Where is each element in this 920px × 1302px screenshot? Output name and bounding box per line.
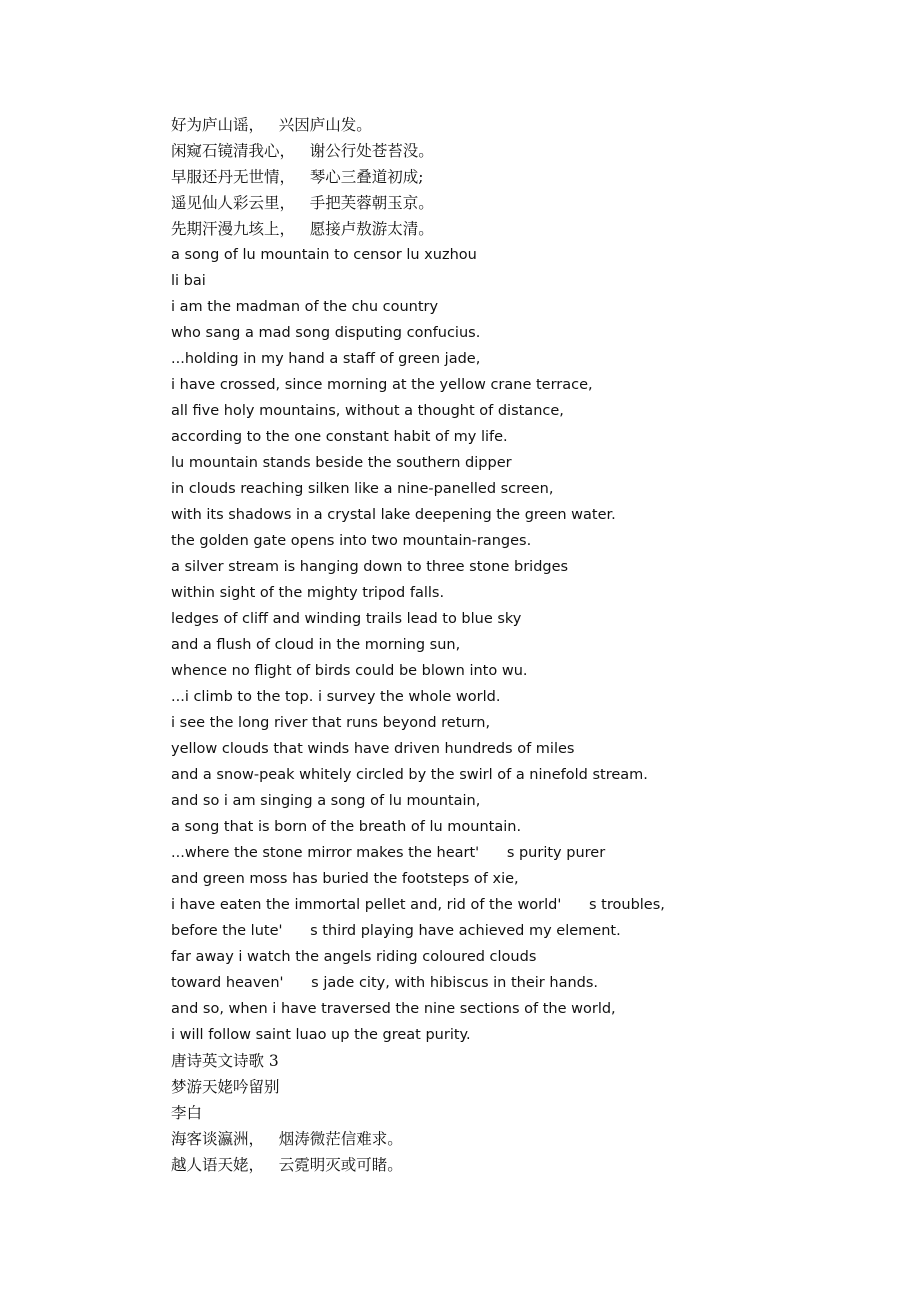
text-line: whence no flight of birds could be blown into wu. [171,663,528,679]
text-line: 好为庐山谣， 兴因庐山发。 [171,116,372,134]
text-line: and so, when i have traversed the nine sections of the world, [171,1001,616,1017]
text-line: ledges of cliff and winding trails lead to blue sky [171,611,522,627]
text-line: 越人语天姥， 云霓明灭或可睹。 [171,1156,403,1174]
text-line: i see the long river that runs beyond return, [171,715,491,731]
text-line: i have crossed, since morning at the yellow crane terrace, [171,377,593,393]
text-line: within sight of the mighty tripod falls. [171,585,445,601]
text-line: i am the madman of the chu country [171,299,439,315]
text-line: 唐诗英文诗歌 3 [171,1052,279,1070]
text-line: who sang a mad song disputing confucius. [171,325,481,341]
text-line: 闲窥石镜清我心， 谢公行处苍苔没。 [171,142,434,160]
text-line: 遥见仙人彩云里， 手把芙蓉朝玉京。 [171,194,434,212]
text-line: yellow clouds that winds have driven hundreds of miles [171,741,575,757]
text-line: a silver stream is hanging down to three stone bridges [171,559,569,575]
text-line: li bai [171,273,206,289]
text-line: the golden gate opens into two mountain-ranges. [171,533,532,549]
text-line: a song that is born of the breath of lu mountain. [171,819,522,835]
text-line: and a snow-peak whitely circled by the swirl of a ninefold stream. [171,767,648,783]
text-line: and a flush of cloud in the morning sun, [171,637,461,653]
text-line: 梦游天姥吟留别 [171,1078,280,1096]
text-line: far away i watch the angels riding coloured clouds [171,949,537,965]
text-line: in clouds reaching silken like a nine-panelled screen, [171,481,554,497]
text-line: with its shadows in a crystal lake deepening the green water. [171,507,616,523]
text-line: 先期汗漫九垓上， 愿接卢敖游太清。 [171,220,434,238]
text-line: lu mountain stands beside the southern dipper [171,455,512,471]
text-line: according to the one constant habit of my life. [171,429,508,445]
text-line: all five holy mountains, without a thought of distance, [171,403,564,419]
text-line: 早服还丹无世情， 琴心三叠道初成; [171,168,424,186]
text-line: i have eaten the immortal pellet and, rid of the world' s troubles, [171,897,665,913]
text-line: toward heaven' s jade city, with hibiscus in their hands. [171,975,599,991]
text-line: i will follow saint luao up the great purity. [171,1027,471,1043]
text-line: 海客谈瀛洲， 烟涛微茫信难求。 [171,1130,403,1148]
text-line: ...where the stone mirror makes the heart' s purity purer [171,845,606,861]
text-line: and so i am singing a song of lu mountain, [171,793,481,809]
text-line: ...i climb to the top. i survey the whole world. [171,689,501,705]
poem-text-block [171,112,871,1178]
text-line: ...holding in my hand a staff of green jade, [171,351,481,367]
text-line: before the lute' s third playing have achieved my element. [171,923,621,939]
text-line: and green moss has buried the footsteps of xie, [171,871,519,887]
text-line: a song of lu mountain to censor lu xuzhou [171,247,477,263]
text-line: 李白 [171,1104,203,1122]
